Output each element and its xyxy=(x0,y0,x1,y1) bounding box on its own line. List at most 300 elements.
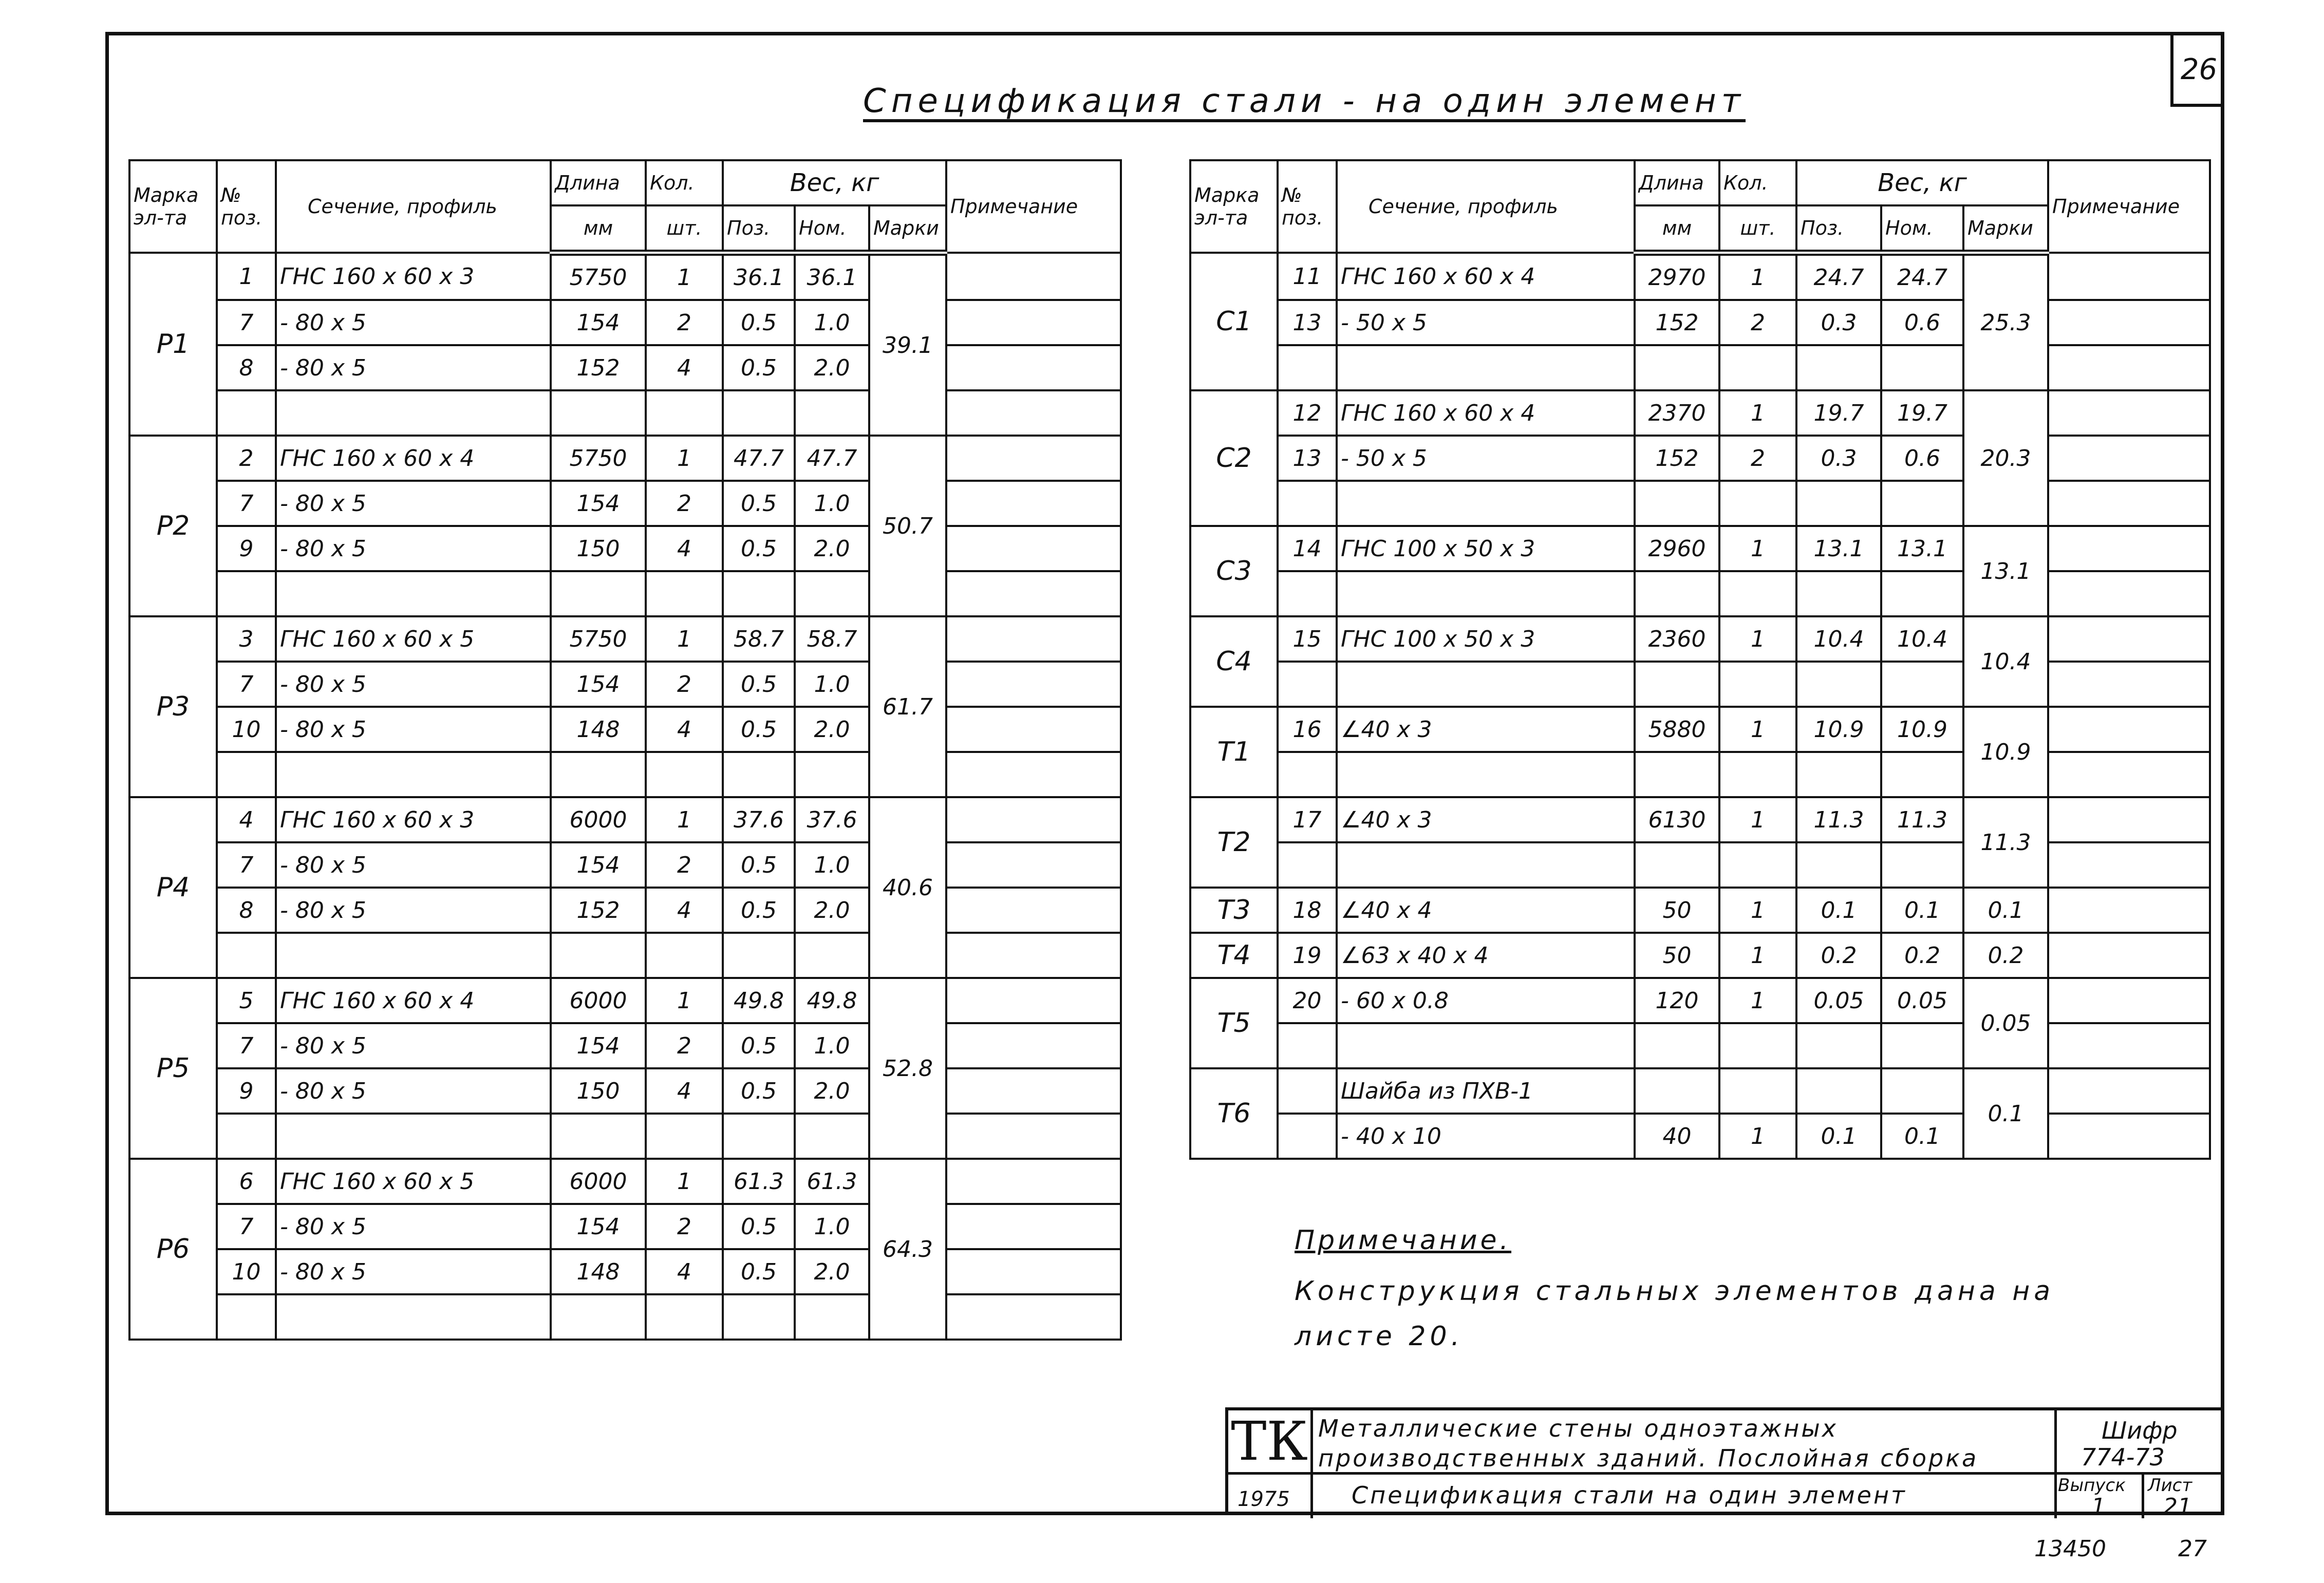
weight-nominal xyxy=(795,571,869,616)
position-number: 2 xyxy=(217,436,276,481)
section-profile: - 80 х 5 xyxy=(276,526,551,571)
note-cell xyxy=(946,1249,1121,1294)
weight-per-position: 0.5 xyxy=(723,662,795,707)
note-cell xyxy=(946,752,1121,797)
section-profile xyxy=(1337,842,1635,888)
element-mark: С1 xyxy=(1190,253,1278,390)
position-number: 7 xyxy=(217,842,276,888)
weight-nominal: 1.0 xyxy=(795,1204,869,1249)
table-row xyxy=(129,1294,1121,1340)
length-mm: 6130 xyxy=(1635,797,1719,842)
element-mark: Т2 xyxy=(1190,797,1278,888)
quantity: 1 xyxy=(646,616,723,662)
note-cell xyxy=(946,1294,1121,1340)
weight-per-position xyxy=(1796,1023,1881,1068)
table-row xyxy=(129,616,1121,662)
weight-nominal xyxy=(795,1294,869,1340)
col-header-section: Сечение, профиль xyxy=(1337,160,1635,253)
quantity: 1 xyxy=(1719,933,1796,978)
section-profile: ГНС 160 х 60 х 5 xyxy=(276,616,551,662)
note-cell xyxy=(2048,978,2210,1023)
section-profile: - 80 х 5 xyxy=(276,345,551,390)
table-row xyxy=(129,797,1121,842)
length-mm xyxy=(551,1294,646,1340)
table-row xyxy=(1190,481,2210,526)
table-row xyxy=(1190,390,2210,436)
tk-logo: ТК xyxy=(1228,1410,1313,1472)
weight-nominal xyxy=(1881,481,1963,526)
weight-nominal: 2.0 xyxy=(795,1249,869,1294)
quantity xyxy=(646,390,723,436)
element-total-weight: 61.7 xyxy=(869,616,946,797)
section-profile xyxy=(276,752,551,797)
note-cell xyxy=(2048,345,2210,390)
length-mm xyxy=(1635,571,1719,616)
stamp-title-line-2: производственных зданий. Послойная сборка xyxy=(1318,1444,1979,1472)
stamp-code: 774-73 xyxy=(2081,1443,2165,1471)
weight-nominal: 0.1 xyxy=(1881,1114,1963,1159)
element-mark: Т6 xyxy=(1190,1068,1278,1159)
col-header-weight: Вес, кг xyxy=(1796,160,2048,205)
element-total-weight: 10.4 xyxy=(1963,616,2048,707)
weight-nominal: 10.9 xyxy=(1881,707,1963,752)
note-cell xyxy=(946,1159,1121,1204)
position-number: 8 xyxy=(217,345,276,390)
element-total-weight: 25.3 xyxy=(1963,253,2048,390)
note-cell xyxy=(946,707,1121,752)
length-mm: 154 xyxy=(551,1023,646,1068)
weight-per-position: 0.3 xyxy=(1796,436,1881,481)
note-cell xyxy=(2048,752,2210,797)
weight-per-position: 0.3 xyxy=(1796,300,1881,345)
weight-nominal: 1.0 xyxy=(795,842,869,888)
weight-nominal: 24.7 xyxy=(1881,253,1963,300)
element-total-weight: 0.1 xyxy=(1963,888,2048,933)
page-title: Спецификация стали - на один элемент xyxy=(863,82,1746,120)
weight-nominal: 0.6 xyxy=(1881,300,1963,345)
note-cell xyxy=(946,1068,1121,1114)
note-cell xyxy=(2048,707,2210,752)
position-number: 3 xyxy=(217,616,276,662)
quantity: 2 xyxy=(646,1204,723,1249)
position-number: 7 xyxy=(217,1204,276,1249)
length-mm: 2360 xyxy=(1635,616,1719,662)
position-number: 10 xyxy=(217,707,276,752)
length-mm xyxy=(551,752,646,797)
weight-nominal: 2.0 xyxy=(795,1068,869,1114)
table-row xyxy=(129,300,1121,345)
table-row xyxy=(1190,978,2210,1023)
note-cell xyxy=(2048,481,2210,526)
weight-nominal: 0.2 xyxy=(1881,933,1963,978)
note-cell xyxy=(2048,1068,2210,1114)
position-number: 1 xyxy=(217,253,276,300)
position-number xyxy=(217,752,276,797)
weight-per-position: 10.9 xyxy=(1796,707,1881,752)
length-mm xyxy=(551,933,646,978)
element-total-weight: 50.7 xyxy=(869,436,946,616)
element-mark: С3 xyxy=(1190,526,1278,616)
weight-nominal: 13.1 xyxy=(1881,526,1963,571)
note-cell xyxy=(2048,300,2210,345)
weight-per-position xyxy=(723,933,795,978)
weight-nominal xyxy=(1881,752,1963,797)
section-profile xyxy=(1337,1023,1635,1068)
note-cell xyxy=(946,300,1121,345)
note-text: Конструкция стальных элементов дана на листе 20. xyxy=(1295,1276,2055,1352)
table-row xyxy=(129,978,1121,1023)
quantity: 1 xyxy=(646,1159,723,1204)
section-profile xyxy=(276,1114,551,1159)
table-row xyxy=(129,1159,1121,1204)
section-profile: ∠40 х 3 xyxy=(1337,707,1635,752)
section-profile xyxy=(276,933,551,978)
spec-table-left xyxy=(128,159,1122,1341)
weight-per-position: 0.5 xyxy=(723,1068,795,1114)
weight-nominal: 1.0 xyxy=(795,481,869,526)
table-row xyxy=(129,842,1121,888)
section-profile: - 80 х 5 xyxy=(276,662,551,707)
section-profile: ГНС 160 х 60 х 4 xyxy=(276,436,551,481)
element-mark: Р6 xyxy=(129,1159,217,1340)
section-profile: - 80 х 5 xyxy=(276,1204,551,1249)
section-profile: - 50 х 5 xyxy=(1337,300,1635,345)
col-header-weight-pos: Поз. xyxy=(1796,205,1881,253)
position-number: 8 xyxy=(217,888,276,933)
quantity: 1 xyxy=(646,253,723,300)
weight-per-position: 0.5 xyxy=(723,842,795,888)
note-cell xyxy=(2048,1023,2210,1068)
weight-nominal: 58.7 xyxy=(795,616,869,662)
section-profile: - 80 х 5 xyxy=(276,842,551,888)
element-total-weight: 0.2 xyxy=(1963,933,2048,978)
weight-nominal xyxy=(795,390,869,436)
weight-per-position xyxy=(723,1114,795,1159)
element-mark: Р1 xyxy=(129,253,217,436)
length-mm: 2960 xyxy=(1635,526,1719,571)
col-header-mark: Марка эл-та xyxy=(129,160,217,253)
note-cell xyxy=(946,1023,1121,1068)
length-mm: 5750 xyxy=(551,436,646,481)
table-row xyxy=(129,253,1121,300)
weight-per-position: 0.2 xyxy=(1796,933,1881,978)
section-profile: ГНС 160 х 60 х 5 xyxy=(276,1159,551,1204)
length-mm: 5750 xyxy=(551,253,646,300)
length-mm: 154 xyxy=(551,842,646,888)
section-profile xyxy=(276,390,551,436)
weight-per-position: 49.8 xyxy=(723,978,795,1023)
stamp-code-label: Шифр xyxy=(2102,1417,2178,1444)
section-profile: - 80 х 5 xyxy=(276,1068,551,1114)
quantity: 2 xyxy=(646,1023,723,1068)
weight-per-position: 47.7 xyxy=(723,436,795,481)
note-cell xyxy=(946,1204,1121,1249)
weight-per-position xyxy=(1796,1068,1881,1114)
position-number xyxy=(1278,481,1337,526)
length-mm: 152 xyxy=(1635,436,1719,481)
quantity xyxy=(1719,752,1796,797)
table-row xyxy=(1190,526,2210,571)
col-header-length: Длина xyxy=(1635,160,1719,205)
weight-nominal: 36.1 xyxy=(795,253,869,300)
table-row xyxy=(129,390,1121,436)
position-number xyxy=(1278,1023,1337,1068)
length-mm xyxy=(1635,752,1719,797)
weight-nominal: 0.05 xyxy=(1881,978,1963,1023)
weight-nominal: 2.0 xyxy=(795,526,869,571)
length-mm xyxy=(1635,481,1719,526)
table-row xyxy=(129,752,1121,797)
element-mark: С4 xyxy=(1190,616,1278,707)
section-profile xyxy=(276,1294,551,1340)
weight-nominal: 37.6 xyxy=(795,797,869,842)
table-row xyxy=(1190,300,2210,345)
quantity: 4 xyxy=(646,888,723,933)
quantity: 4 xyxy=(646,345,723,390)
length-mm: 40 xyxy=(1635,1114,1719,1159)
note-cell xyxy=(2048,797,2210,842)
table-row xyxy=(129,571,1121,616)
weight-per-position: 13.1 xyxy=(1796,526,1881,571)
weight-per-position: 0.5 xyxy=(723,1023,795,1068)
note-cell xyxy=(946,978,1121,1023)
note-cell xyxy=(2048,888,2210,933)
footer-page: 27 xyxy=(2178,1536,2207,1562)
note-cell xyxy=(946,436,1121,481)
weight-per-position xyxy=(723,390,795,436)
col-header-length: Длина xyxy=(551,160,646,205)
length-mm: 154 xyxy=(551,481,646,526)
weight-nominal: 10.4 xyxy=(1881,616,1963,662)
section-profile: - 80 х 5 xyxy=(276,888,551,933)
element-mark: Т1 xyxy=(1190,707,1278,797)
length-mm: 6000 xyxy=(551,1159,646,1204)
quantity: 1 xyxy=(646,797,723,842)
weight-nominal: 2.0 xyxy=(795,345,869,390)
position-number xyxy=(1278,752,1337,797)
stamp-sheet-label: Лист xyxy=(2148,1475,2192,1496)
weight-nominal: 11.3 xyxy=(1881,797,1963,842)
table-row xyxy=(129,345,1121,390)
quantity xyxy=(646,1114,723,1159)
weight-nominal xyxy=(1881,1068,1963,1114)
quantity xyxy=(646,752,723,797)
weight-nominal xyxy=(795,752,869,797)
length-mm: 6000 xyxy=(551,978,646,1023)
table-row xyxy=(129,1114,1121,1159)
weight-per-position: 58.7 xyxy=(723,616,795,662)
weight-per-position: 19.7 xyxy=(1796,390,1881,436)
section-profile: ГНС 160 х 60 х 4 xyxy=(1337,390,1635,436)
length-mm xyxy=(1635,1068,1719,1114)
col-header-length-unit: мм xyxy=(1635,205,1719,253)
table-row xyxy=(1190,571,2210,616)
note-cell xyxy=(2048,526,2210,571)
note-title: Примечание. xyxy=(1295,1225,1512,1256)
position-number: 11 xyxy=(1278,253,1337,300)
position-number xyxy=(1278,571,1337,616)
section-profile: ГНС 160 х 60 х 3 xyxy=(276,797,551,842)
col-header-mark: Марка эл-та xyxy=(1190,160,1278,253)
note-cell xyxy=(946,526,1121,571)
length-mm: 6000 xyxy=(551,797,646,842)
position-number xyxy=(217,390,276,436)
quantity: 4 xyxy=(646,526,723,571)
stamp-year: 1975 xyxy=(1238,1487,1290,1511)
position-number: 14 xyxy=(1278,526,1337,571)
position-number xyxy=(1278,1114,1337,1159)
element-mark: Т3 xyxy=(1190,888,1278,933)
position-number: 7 xyxy=(217,300,276,345)
quantity: 4 xyxy=(646,1068,723,1114)
position-number: 16 xyxy=(1278,707,1337,752)
section-profile: - 80 х 5 xyxy=(276,1023,551,1068)
stamp-issue-label: Выпуск xyxy=(2058,1475,2126,1496)
length-mm xyxy=(551,571,646,616)
note-cell xyxy=(946,933,1121,978)
element-mark: Р3 xyxy=(129,616,217,797)
section-profile: ГНС 100 х 50 х 3 xyxy=(1337,526,1635,571)
table-row xyxy=(129,1204,1121,1249)
weight-per-position xyxy=(723,571,795,616)
length-mm: 148 xyxy=(551,1249,646,1294)
weight-per-position: 10.4 xyxy=(1796,616,1881,662)
col-header-weight-nom: Ном. xyxy=(1881,205,1963,253)
position-number: 5 xyxy=(217,978,276,1023)
col-header-qty: Кол. xyxy=(1719,160,1796,205)
weight-nominal: 2.0 xyxy=(795,707,869,752)
col-header-note: Примечание xyxy=(946,160,1121,253)
section-profile: - 40 х 10 xyxy=(1337,1114,1635,1159)
weight-per-position xyxy=(1796,481,1881,526)
note-cell xyxy=(2048,1114,2210,1159)
weight-per-position: 0.1 xyxy=(1796,1114,1881,1159)
weight-nominal: 1.0 xyxy=(795,1023,869,1068)
quantity: 1 xyxy=(1719,707,1796,752)
table-row xyxy=(1190,842,2210,888)
weight-nominal: 2.0 xyxy=(795,888,869,933)
section-profile xyxy=(1337,571,1635,616)
quantity: 2 xyxy=(1719,300,1796,345)
quantity: 1 xyxy=(1719,978,1796,1023)
weight-per-position: 37.6 xyxy=(723,797,795,842)
col-header-pos: № поз. xyxy=(217,160,276,253)
position-number: 13 xyxy=(1278,436,1337,481)
weight-nominal xyxy=(795,1114,869,1159)
position-number xyxy=(1278,345,1337,390)
length-mm: 50 xyxy=(1635,888,1719,933)
quantity xyxy=(1719,842,1796,888)
weight-per-position: 36.1 xyxy=(723,253,795,300)
quantity: 2 xyxy=(646,481,723,526)
note-cell xyxy=(2048,616,2210,662)
note-cell xyxy=(2048,436,2210,481)
length-mm: 148 xyxy=(551,707,646,752)
position-number xyxy=(217,933,276,978)
section-profile: ∠63 х 40 х 4 xyxy=(1337,933,1635,978)
position-number: 7 xyxy=(217,481,276,526)
col-header-qty-unit: шт. xyxy=(646,205,723,253)
weight-nominal: 61.3 xyxy=(795,1159,869,1204)
element-total-weight: 10.9 xyxy=(1963,707,2048,797)
stamp-subtitle: Спецификация стали на один элемент xyxy=(1352,1481,1907,1509)
table-row xyxy=(1190,797,2210,842)
position-number: 7 xyxy=(217,1023,276,1068)
length-mm: 5880 xyxy=(1635,707,1719,752)
position-number: 15 xyxy=(1278,616,1337,662)
table-row xyxy=(1190,436,2210,481)
length-mm: 154 xyxy=(551,662,646,707)
weight-per-position: 0.5 xyxy=(723,707,795,752)
position-number: 4 xyxy=(217,797,276,842)
col-header-qty-unit: шт. xyxy=(1719,205,1796,253)
spec-table-right xyxy=(1189,159,2211,1160)
quantity xyxy=(1719,1023,1796,1068)
position-number xyxy=(1278,842,1337,888)
element-mark: С2 xyxy=(1190,390,1278,526)
quantity xyxy=(646,933,723,978)
element-total-weight: 64.3 xyxy=(869,1159,946,1340)
weight-nominal xyxy=(1881,842,1963,888)
weight-per-position: 0.5 xyxy=(723,888,795,933)
weight-per-position xyxy=(1796,571,1881,616)
section-profile: Шайба из ПХВ-1 xyxy=(1337,1068,1635,1114)
section-profile: ГНС 100 х 50 х 3 xyxy=(1337,616,1635,662)
table-row xyxy=(1190,345,2210,390)
weight-nominal xyxy=(1881,662,1963,707)
position-number: 10 xyxy=(217,1249,276,1294)
section-profile: ∠40 х 4 xyxy=(1337,888,1635,933)
weight-nominal: 49.8 xyxy=(795,978,869,1023)
weight-nominal: 47.7 xyxy=(795,436,869,481)
weight-nominal xyxy=(795,933,869,978)
table-row xyxy=(129,526,1121,571)
position-number xyxy=(1278,1068,1337,1114)
section-profile xyxy=(276,571,551,616)
col-header-section: Сечение, профиль xyxy=(276,160,551,253)
position-number xyxy=(217,571,276,616)
weight-nominal: 19.7 xyxy=(1881,390,1963,436)
weight-per-position xyxy=(1796,842,1881,888)
section-profile: - 80 х 5 xyxy=(276,300,551,345)
element-total-weight: 0.1 xyxy=(1963,1068,2048,1159)
element-total-weight: 11.3 xyxy=(1963,797,2048,888)
stamp-title-line-1: Металлические стены одноэтажных xyxy=(1318,1415,1838,1442)
table-row xyxy=(129,1249,1121,1294)
quantity: 4 xyxy=(646,1249,723,1294)
table-row xyxy=(1190,1068,2210,1114)
weight-nominal: 0.1 xyxy=(1881,888,1963,933)
section-profile: - 60 х 0.8 xyxy=(1337,978,1635,1023)
note-cell xyxy=(946,616,1121,662)
note-cell xyxy=(946,253,1121,300)
table-row xyxy=(1190,888,2210,933)
quantity xyxy=(1719,571,1796,616)
weight-per-position: 0.5 xyxy=(723,526,795,571)
length-mm: 2370 xyxy=(1635,390,1719,436)
weight-nominal: 0.6 xyxy=(1881,436,1963,481)
position-number: 6 xyxy=(217,1159,276,1204)
element-total-weight: 13.1 xyxy=(1963,526,2048,616)
length-mm: 150 xyxy=(551,526,646,571)
weight-per-position: 0.05 xyxy=(1796,978,1881,1023)
position-number: 9 xyxy=(217,1068,276,1114)
table-row xyxy=(1190,933,2210,978)
quantity: 1 xyxy=(1719,797,1796,842)
stamp-sheet: 21 xyxy=(2163,1494,2192,1520)
weight-per-position xyxy=(723,752,795,797)
table-row xyxy=(1190,662,2210,707)
